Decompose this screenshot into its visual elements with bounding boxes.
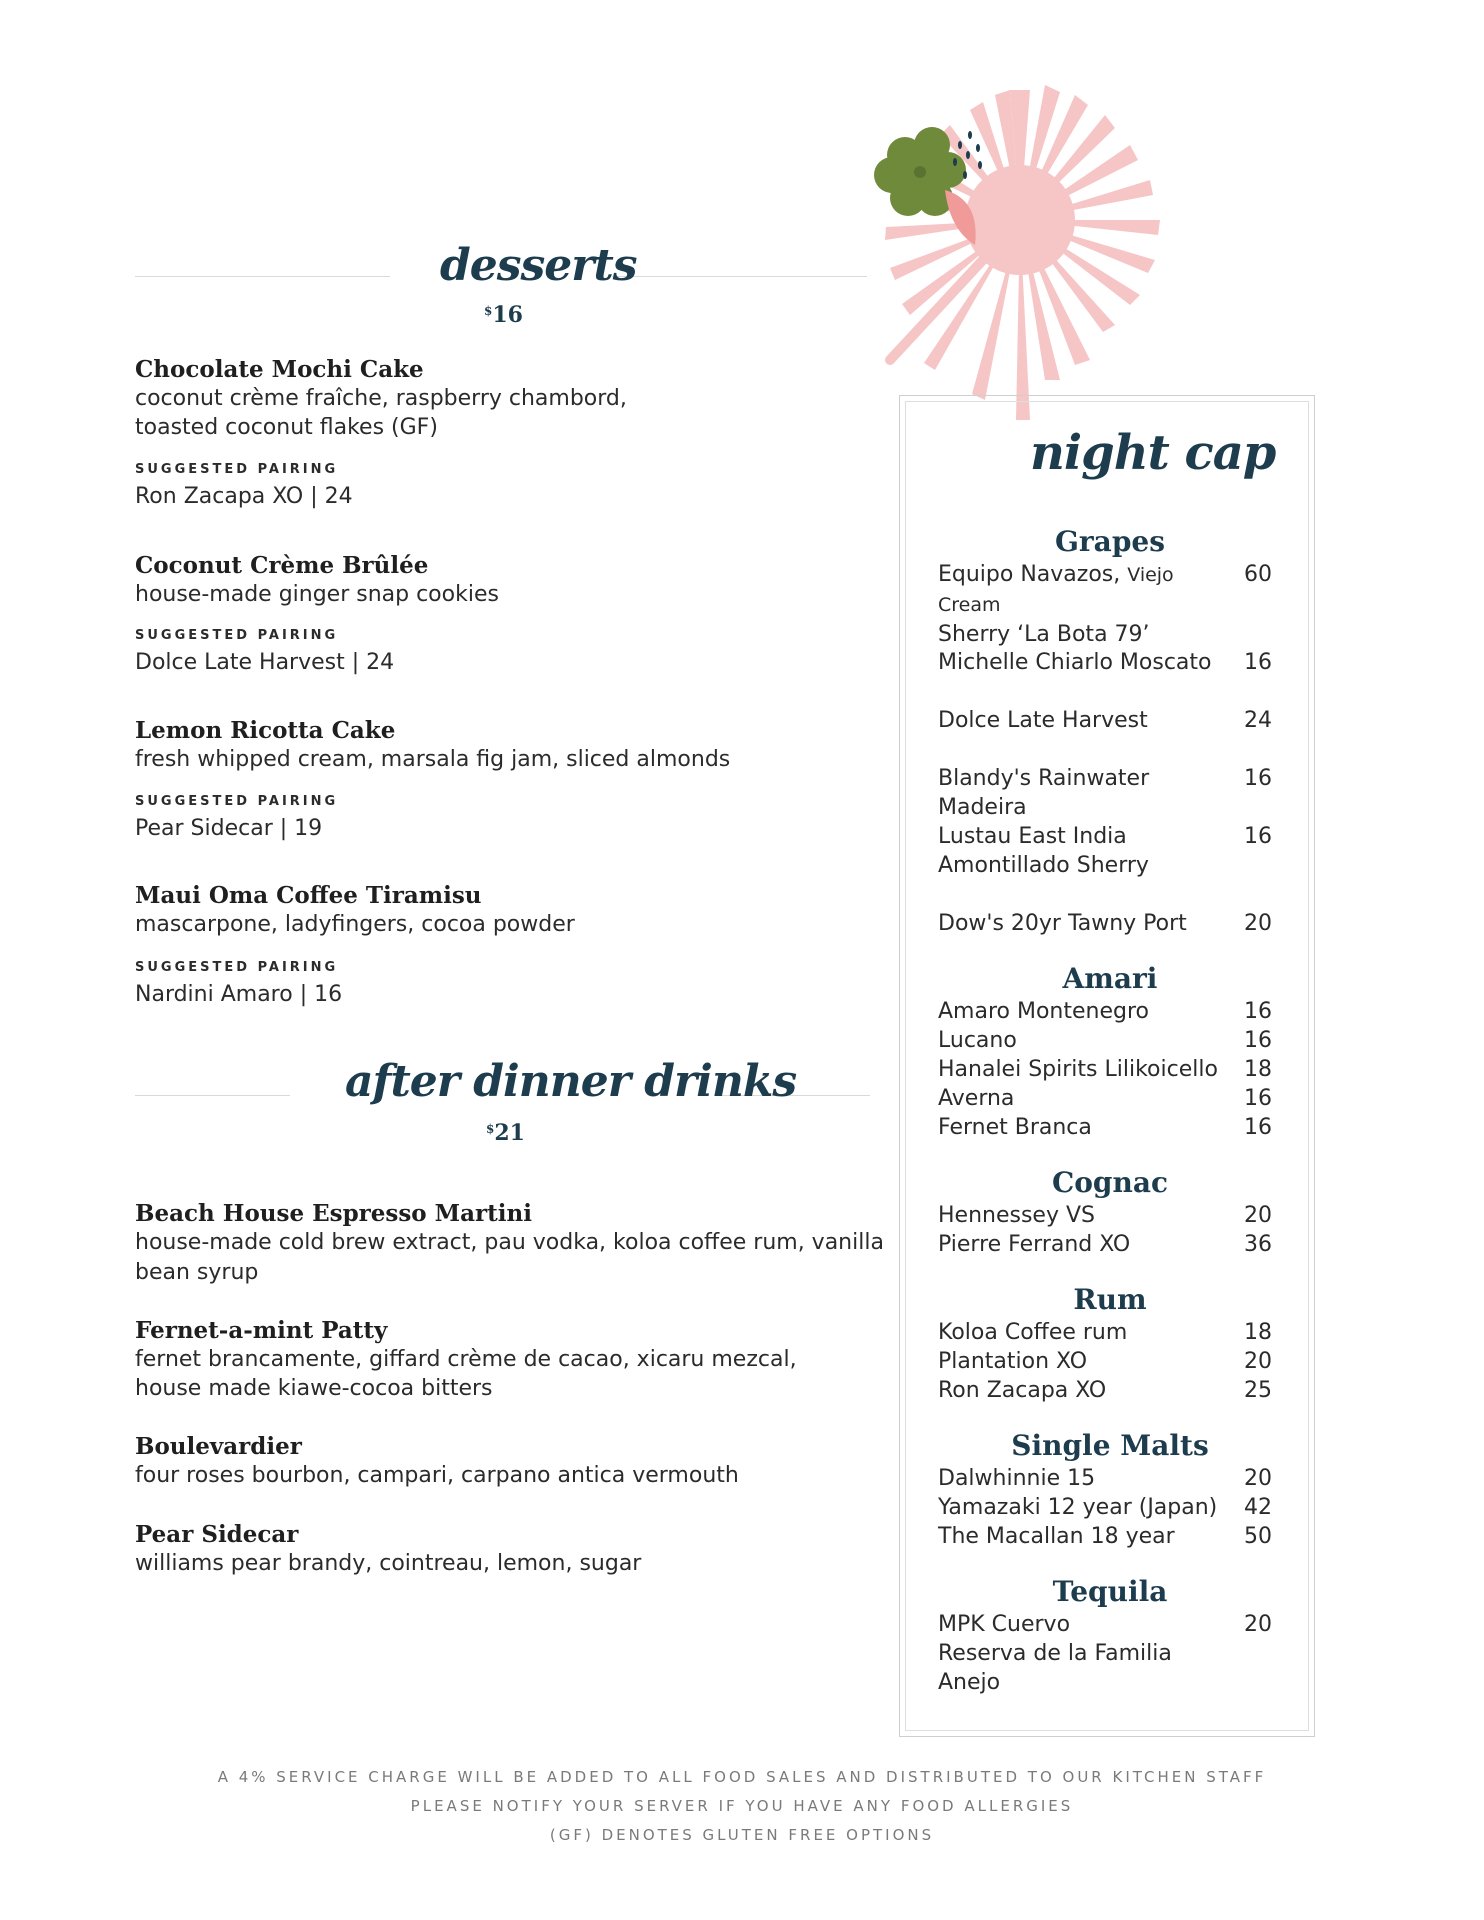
divider [135, 276, 390, 277]
drink-price: 20 [1244, 1466, 1272, 1491]
drink-price: 16 [1244, 650, 1272, 675]
palm-frond-flower-icon [820, 80, 1210, 440]
night-cap-title: night cap [1030, 425, 1276, 481]
drink-price: 16 [1244, 766, 1272, 791]
drink-name: Lustau East India Amontillado Sherry [938, 824, 1149, 878]
divider [612, 276, 867, 277]
menu-line [938, 1318, 1272, 1347]
item-name: Fernet-a-mint Patty [135, 1317, 388, 1344]
item-name: Pear Sidecar [135, 1521, 299, 1548]
menu-line [938, 560, 1272, 649]
menu-line [938, 909, 1272, 938]
drink-name: Yamazaki 12 year (Japan) [938, 1495, 1218, 1520]
drink-price: 36 [1244, 1232, 1272, 1257]
item-name: Boulevardier [135, 1433, 302, 1460]
drink-name: Michelle Chiarlo Moscato [938, 650, 1212, 675]
item-description: coconut crème fraîche, raspberry chambord, [135, 386, 627, 411]
pairing-label: SUGGESTED PAIRING [135, 462, 339, 477]
drink-name: Amaro Montenegro [938, 999, 1149, 1024]
desserts-price [484, 302, 523, 328]
item-description: williams pear brandy, cointreau, lemon, sugar [135, 1551, 642, 1576]
drink-price: 20 [1244, 1612, 1272, 1637]
drink-name: Koloa Coffee rum [938, 1320, 1128, 1345]
drink-price: 50 [1244, 1524, 1272, 1549]
after-dinner-price [486, 1120, 525, 1146]
drink-price: 20 [1244, 1349, 1272, 1374]
drink-name: Dow's 20yr Tawny Port [938, 911, 1187, 936]
menu-line [938, 1084, 1272, 1113]
currency-symbol: $ [486, 1122, 495, 1136]
footer-gluten-free: (GF) DENOTES GLUTEN FREE OPTIONS [549, 1826, 935, 1844]
item-name: Coconut Crème Brûlée [135, 552, 429, 579]
section-heading-amari: Amari [1062, 962, 1158, 995]
drink-name: Lucano [938, 1028, 1017, 1053]
pairing-value: Nardini Amaro | 16 [135, 982, 343, 1007]
drink-price: 20 [1244, 911, 1272, 936]
section-heading-cognac: Cognac [1051, 1166, 1169, 1199]
drink-name: Hennessey VS [938, 1203, 1095, 1228]
drink-price: 24 [1244, 708, 1272, 733]
drink-name: MPK Cuervo Reserva de la Familia Anejo [938, 1612, 1172, 1695]
drink-name: Averna [938, 1086, 1015, 1111]
drink-price: 16 [1244, 1086, 1272, 1111]
drink-price: 18 [1244, 1320, 1272, 1345]
menu-line [938, 1610, 1272, 1697]
menu-line [938, 1201, 1272, 1230]
item-description: fernet brancamente, giffard crème de cacao, xicaru mezcal, [135, 1347, 797, 1372]
menu-line [938, 997, 1272, 1026]
drink-name: The Macallan 18 year [938, 1524, 1175, 1549]
item-description: fresh whipped cream, marsala fig jam, sliced almonds [135, 747, 731, 772]
menu-line [938, 1026, 1272, 1055]
menu-line [938, 706, 1272, 735]
drink-price: 20 [1244, 1203, 1272, 1228]
drink-name: Ron Zacapa XO [938, 1378, 1107, 1403]
item-description: four roses bourbon, campari, carpano antica vermouth [135, 1463, 739, 1488]
drink-name: Pierre Ferrand XO [938, 1232, 1131, 1257]
menu-line [938, 1347, 1272, 1376]
drink-price: 18 [1244, 1057, 1272, 1082]
pairing-label: SUGGESTED PAIRING [135, 794, 339, 809]
menu-line [938, 1493, 1272, 1522]
item-description: toasted coconut flakes (GF) [135, 415, 438, 440]
menu-line [938, 1464, 1272, 1493]
after-dinner-title: after dinner drinks [345, 1056, 797, 1107]
menu-line [938, 764, 1272, 822]
drink-price: 16 [1244, 824, 1272, 849]
item-name: Lemon Ricotta Cake [135, 717, 396, 744]
desserts-title: desserts [440, 240, 637, 291]
price-value: 16 [492, 302, 523, 328]
pairing-label: SUGGESTED PAIRING [135, 628, 339, 643]
item-description: bean syrup [135, 1260, 259, 1285]
drink-name: Equipo Navazos, Viejo Cream Sherry ‘La Bota 79’ [938, 562, 1174, 647]
item-description: house-made cold brew extract, pau vodka, koloa coffee rum, vanilla [135, 1230, 884, 1255]
item-description: mascarpone, ladyfingers, cocoa powder [135, 912, 575, 937]
drink-name: Blandy's Rainwater Madeira [938, 766, 1150, 820]
menu-line [938, 648, 1272, 677]
item-name: Chocolate Mochi Cake [135, 356, 424, 383]
price-value: 21 [494, 1120, 525, 1146]
section-heading-grapes: Grapes [1055, 525, 1165, 558]
footer-service-charge: A 4% SERVICE CHARGE WILL BE ADDED TO ALL FOOD SALES AND DISTRIBUTED TO OUR KITCHEN STAFF [217, 1768, 1267, 1786]
menu-line [938, 822, 1272, 880]
drink-name: Dalwhinnie 15 [938, 1466, 1096, 1491]
drink-price: 42 [1244, 1495, 1272, 1520]
divider [135, 1095, 290, 1096]
drink-price: 16 [1244, 1115, 1272, 1140]
drink-name: Hanalei Spirits Lilikoicello [938, 1057, 1218, 1082]
drink-price: 16 [1244, 999, 1272, 1024]
pairing-value: Dolce Late Harvest | 24 [135, 650, 395, 675]
drink-price: 25 [1244, 1378, 1272, 1403]
menu-line [938, 1522, 1272, 1551]
menu-line [938, 1230, 1272, 1259]
footer-allergies: PLEASE NOTIFY YOUR SERVER IF YOU HAVE ANY FOOD ALLERGIES [410, 1797, 1074, 1815]
pairing-value: Ron Zacapa XO | 24 [135, 484, 353, 509]
section-heading-single-malts: Single Malts [1011, 1429, 1209, 1462]
section-heading-tequila: Tequila [1052, 1575, 1168, 1608]
pairing-value: Pear Sidecar | 19 [135, 816, 323, 841]
pairing-label: SUGGESTED PAIRING [135, 960, 339, 975]
item-description: house made kiawe-cocoa bitters [135, 1376, 493, 1401]
item-description: house-made ginger snap cookies [135, 582, 499, 607]
drink-name: Fernet Branca [938, 1115, 1092, 1140]
section-heading-rum: Rum [1073, 1283, 1147, 1316]
item-name: Maui Oma Coffee Tiramisu [135, 882, 482, 909]
menu-line [938, 1113, 1272, 1142]
drink-name: Plantation XO [938, 1349, 1088, 1374]
drink-price: 16 [1244, 1028, 1272, 1053]
menu-line [938, 1376, 1272, 1405]
menu-line [938, 1055, 1272, 1084]
drink-price: 60 [1244, 562, 1272, 587]
item-name: Beach House Espresso Martini [135, 1200, 532, 1227]
currency-symbol: $ [484, 304, 493, 318]
drink-name: Dolce Late Harvest [938, 708, 1148, 733]
